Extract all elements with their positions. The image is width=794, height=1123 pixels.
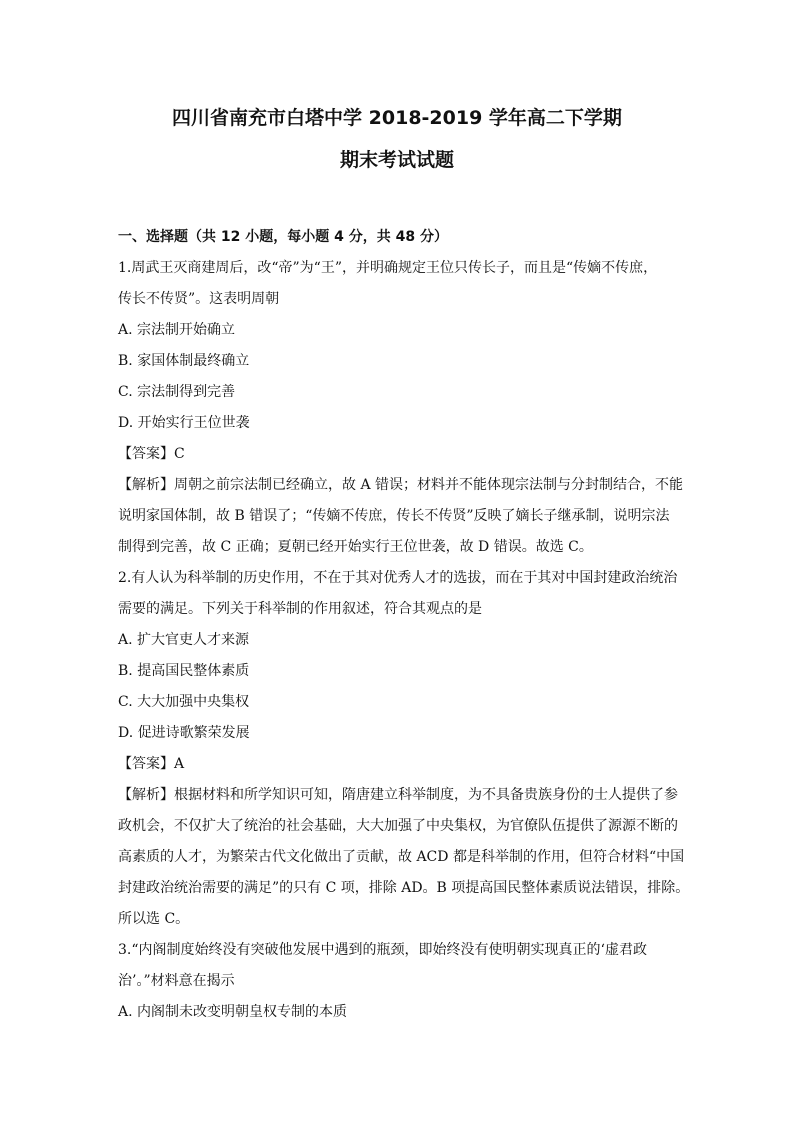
option-b: B. 家国体制最终确立 xyxy=(118,353,250,369)
analysis-line: 封建政治统治需要的满足”的只有 C 项，排除 AD。B 项提高国民整体素质说法错误，排除。 xyxy=(118,880,690,896)
analysis-line: 所以选 C。 xyxy=(118,911,190,927)
question-3 xyxy=(118,939,676,1023)
analysis-line: 说明家国体制，故 B 错误了；“传嫡不传庶，传长不传贤”反映了嫡长子继承制，说明宗法 xyxy=(118,508,670,524)
option-a: A. 扩大官吏人才来源 xyxy=(118,632,250,648)
option-a: A. 内阁制未改变明朝皇权专制的本质 xyxy=(118,1004,348,1020)
question-stem-line: 2.有人认为科举制的历史作用，不在于其对优秀人才的选拔，而在于其对中国封建政治统治 xyxy=(118,570,678,586)
question-stem-line: 需要的满足。下列关于科举制的作用叙述，符合其观点的是 xyxy=(118,601,482,617)
section-heading: 一、选择题（共 12 小题，每小题 4 分，共 48 分） xyxy=(118,229,448,245)
analysis-line: 制得到完善，故 C 正确；夏朝已经开始实行王位世袭，故 D 错误。故选 C。 xyxy=(118,539,593,555)
analysis-line: 【解析】根据材料和所学知识可知，隋唐建立科举制度，为不具备贵族身份的士人提供了参 xyxy=(118,787,678,803)
answer-label: 【答案】C xyxy=(118,446,185,462)
option-d: D. 开始实行王位世袭 xyxy=(118,415,250,431)
option-d: D. 促进诗歌繁荣发展 xyxy=(118,725,250,741)
question-stem-line: 3.“内阁制度始终没有突破他发展中遇到的瓶颈，即始终没有使明朝实现真正的‘虚君政 xyxy=(118,942,647,958)
option-a: A. 宗法制开始确立 xyxy=(118,322,236,338)
analysis-line: 政机会，不仅扩大了统治的社会基础，大大加强了中央集权，为官僚队伍提供了源源不断的 xyxy=(118,818,678,834)
option-c: C. 大大加强中央集权 xyxy=(118,694,250,710)
page-title-line1: 四川省南充市白塔中学 2018-2019 学年高二下学期 xyxy=(172,107,622,129)
question-stem-line: 传长不传贤”。这表明周朝 xyxy=(118,291,280,307)
analysis-line: 【解析】周朝之前宗法制已经确立，故 A 错误；材料并不能体现宗法制与分封制结合，不能 xyxy=(118,477,684,493)
page-title-line2: 期末考试试题 xyxy=(339,149,454,171)
question-1 xyxy=(118,257,684,558)
option-b: B. 提高国民整体素质 xyxy=(118,663,250,679)
answer-label: 【答案】A xyxy=(118,756,185,772)
content-body xyxy=(118,226,690,1032)
option-c: C. 宗法制得到完善 xyxy=(118,384,236,400)
question-2 xyxy=(118,567,690,930)
question-stem-line: 1.周武王灭商建周后，改“帝”为“王”，并明确规定王位只传长子，而且是“传嫡不传庶， xyxy=(118,260,658,276)
analysis-line: 高素质的人才，为繁荣古代文化做出了贡献，故 ACD 都是科举制的作用，但符合材料“中国 xyxy=(118,849,685,865)
question-stem-line: 治’。”材料意在揭示 xyxy=(118,973,235,989)
